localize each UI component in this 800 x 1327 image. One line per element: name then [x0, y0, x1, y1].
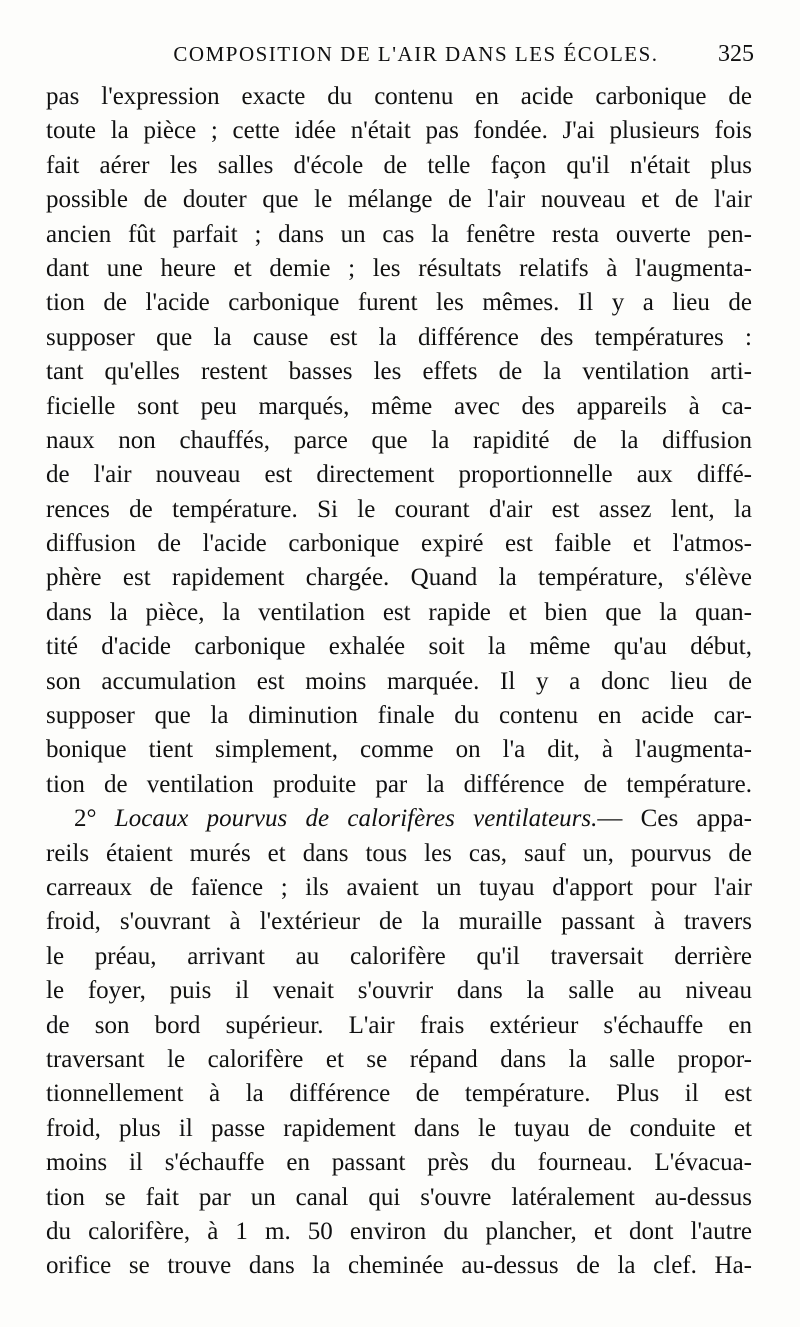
running-title: COMPOSITION DE L'AIR DANS LES ÉCOLES.: [173, 42, 659, 66]
text-line: ancien fût parfait ; dans un cas la fenêtre resta ouverte pen-: [46, 220, 752, 248]
text-line: traversant le calorifère et se répand dans la salle propor-: [46, 1045, 752, 1073]
text-line: tion de ventilation produite par la différence de température.: [46, 770, 752, 798]
text-line: reils étaient murés et dans tous les cas, sauf un, pourvus de: [46, 839, 752, 867]
text-line: rences de température. Si le courant d'air est assez lent, la: [46, 495, 752, 523]
text-line: du calorifère, à 1 m. 50 environ du plancher, et dont l'autre: [46, 1217, 752, 1245]
body-text: [46, 80, 752, 1284]
text-line: froid, s'ouvrant à l'extérieur de la muraille passant à travers: [46, 908, 752, 936]
text-line: orifice se trouve dans la cheminée au-dessus de la clef. Ha-: [46, 1252, 752, 1280]
paragraph-1: [46, 80, 752, 802]
text-fragment: — Ces appa-: [597, 805, 752, 833]
paragraph-2: [46, 802, 752, 1283]
text-line: son accumulation est moins marquée. Il y a donc lieu de: [46, 667, 752, 695]
text-line: pas l'expression exacte du contenu en acide carbonique de: [46, 83, 752, 110]
text-line: de son bord supérieur. L'air frais extérieur s'échauffe en: [46, 1011, 752, 1039]
text-line: supposer que la diminution finale du contenu en acide car-: [46, 702, 752, 730]
text-line: bonique tient simplement, comme on l'a dit, à l'augmenta-: [46, 736, 752, 764]
text-line: carreaux de faïence ; ils avaient un tuyau d'apport pour l'air: [46, 873, 752, 901]
text-line: le foyer, puis il venait s'ouvrir dans la salle au niveau: [46, 977, 752, 1005]
section-heading-line: [46, 802, 752, 836]
text-line: toute la pièce ; cette idée n'était pas fondée. J'ai plusieurs fois: [46, 117, 752, 145]
text-line: tité d'acide carbonique exhalée soit la même qu'au début,: [46, 633, 752, 661]
text-line: tion se fait par un canal qui s'ouvre latéralement au-dessus: [46, 1183, 752, 1211]
text-line: possible de douter que le mélange de l'air nouveau et de l'air: [46, 186, 752, 214]
text-line: dant une heure et demie ; les résultats relatifs à l'augmenta-: [46, 254, 752, 282]
text-line: tion de l'acide carbonique furent les mêmes. Il y a lieu de: [46, 289, 752, 317]
text-line: fait aérer les salles d'école de telle façon qu'il n'était plus: [46, 151, 752, 179]
text-line: moins il s'échauffe en passant près du fourneau. L'évacua-: [46, 1149, 752, 1177]
text-line: diffusion de l'acide carbonique expiré est faible et l'atmos-: [46, 530, 752, 558]
running-header: [46, 36, 754, 72]
text-line: le préau, arrivant au calorifère qu'il traversait derrière: [46, 942, 752, 970]
text-line: froid, plus il passe rapidement dans le tuyau de conduite et: [46, 1114, 752, 1142]
text-line: phère est rapidement chargée. Quand la température, s'élève: [46, 564, 752, 592]
text-line: tionnellement à la différence de température. Plus il est: [46, 1080, 752, 1108]
text-line: de l'air nouveau est directement proportionnelle aux diffé-: [46, 461, 752, 489]
text-line: ficielle sont peu marqués, même avec des appareils à ca-: [46, 392, 752, 420]
text-line: supposer que la cause est la différence des températures :: [46, 323, 752, 351]
text-line: naux non chauffés, parce que la rapidité de la diffusion: [46, 426, 752, 454]
text-line: dans la pièce, la ventilation est rapide et bien que la quan-: [46, 598, 752, 626]
page-number: 325: [718, 41, 754, 67]
text-line: tant qu'elles restent basses les effets de la ventilation arti-: [46, 358, 752, 386]
section-heading: Locaux pourvus de calorifères ventilateurs.: [114, 805, 598, 833]
section-number: 2°: [74, 805, 97, 833]
